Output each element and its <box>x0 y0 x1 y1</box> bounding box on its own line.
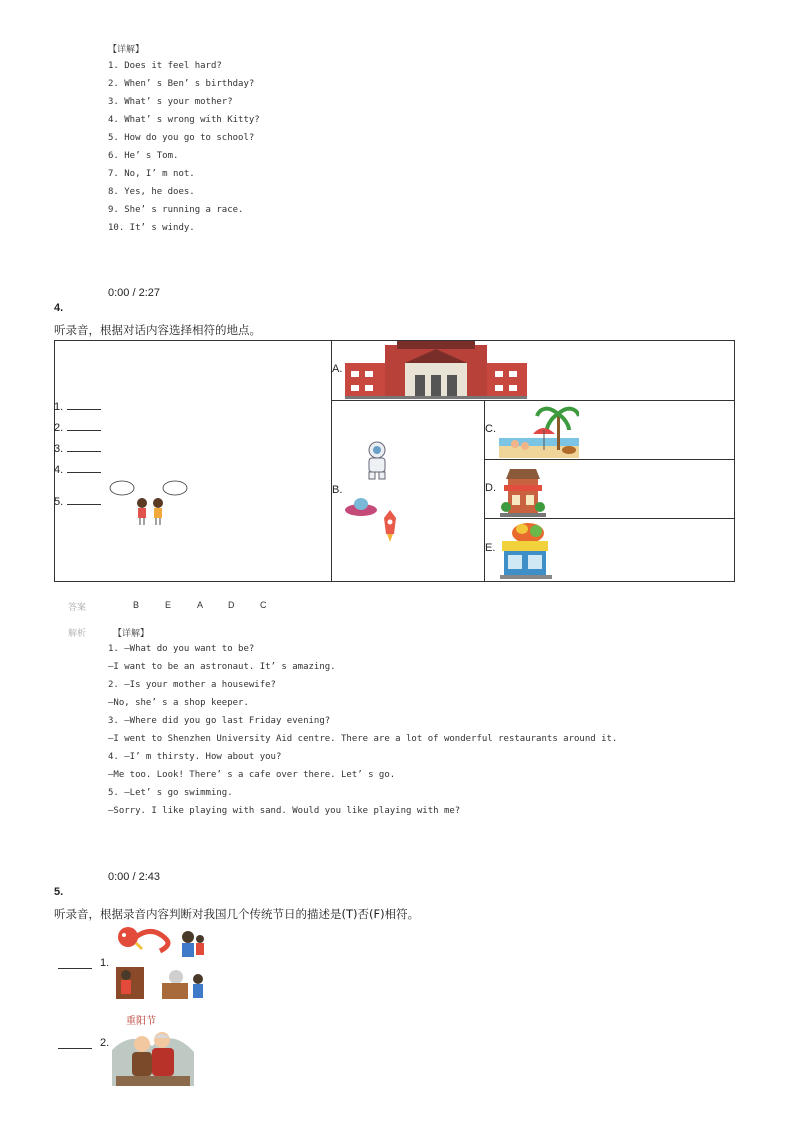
blank-item-1[interactable]: 1. <box>54 401 101 413</box>
detail-line: —I went to Shenzhen University Aid centre. There are a lot of wonderful restaurants around it. <box>108 734 618 744</box>
restaurant-image <box>498 519 554 581</box>
answer-label: 答案 <box>68 603 87 613</box>
detail-line: —I want to be an astronaut. It’ s amazing. <box>108 662 336 672</box>
option-label-d: D. <box>485 482 496 494</box>
audio-time-q4[interactable]: 0:00 / 2:27 <box>108 287 160 299</box>
detail-heading: 【详解】 <box>113 629 150 639</box>
detail-line: 3. —Where did you go last Friday evening? <box>108 716 331 726</box>
detail-line: 4. —I’ m thirsty. How about you? <box>108 752 282 762</box>
beach-image <box>499 400 579 458</box>
audio-time-q5[interactable]: 0:00 / 2:43 <box>108 871 160 883</box>
detail-line: 1. Does it feel hard? <box>108 61 222 71</box>
detail-line: —No, she’ s a shop keeper. <box>108 698 249 708</box>
detail-line: 7. No, I’ m not. <box>108 169 195 179</box>
detail-line: 1. —What do you want to be? <box>108 644 255 654</box>
astronaut-space-image <box>344 440 399 545</box>
detail-line: 4. What’ s wrong with Kitty? <box>108 115 260 125</box>
tf-answer-blank-2[interactable] <box>58 1048 92 1049</box>
blank-item-5[interactable]: 5. <box>54 496 101 508</box>
detail-line: 5. —Let’ s go swimming. <box>108 788 233 798</box>
detail-line: 10. It’ s windy. <box>108 223 195 233</box>
answer-letter: B <box>133 600 140 610</box>
detail-line: 2. —Is your mother a housewife? <box>108 680 276 690</box>
blank-item-3[interactable]: 3. <box>54 443 101 455</box>
blank-item-2[interactable]: 2. <box>54 422 101 434</box>
university-building-image <box>345 341 527 399</box>
instruction-q5: 听录音，根据录音内容判断对我国几个传统节日的描述是(T)否(F)相符。 <box>54 907 420 921</box>
detail-line: —Me too. Look! There’ s a cafe over there. Let’ s go. <box>108 770 396 780</box>
cafe-image <box>500 461 546 517</box>
option-label-b: B. <box>332 484 343 496</box>
detail-line: 5. How do you go to school? <box>108 133 255 143</box>
tf-answer-blank-1[interactable] <box>58 968 92 969</box>
festival-name-text: 重阳节 <box>126 1016 156 1027</box>
option-label-a: A. <box>332 363 343 375</box>
detail-line: 2. When’ s Ben’ s birthday? <box>108 79 255 89</box>
question-number-q5: 5. <box>54 886 64 898</box>
analysis-label: 解析 <box>68 629 87 639</box>
answer-letter: A <box>197 600 204 610</box>
detail-line: 8. Yes, he does. <box>108 187 195 197</box>
detail-line: 9. She’ s running a race. <box>108 205 244 215</box>
blank-item-4[interactable]: 4. <box>54 464 101 476</box>
instruction-q4: 听录音，根据对话内容选择相符的地点。 <box>54 323 261 337</box>
question-number-q4: 4. <box>54 302 64 314</box>
double-ninth-festival-image <box>112 1010 194 1086</box>
detail-line: —Sorry. I like playing with sand. Would you like playing with me? <box>108 806 461 816</box>
detail-line: 6. He’ s Tom. <box>108 151 179 161</box>
option-label-c: C. <box>485 423 496 435</box>
kids-talking-image <box>108 478 190 528</box>
tf-item-number-1: 1. <box>100 957 110 969</box>
option-label-e: E. <box>485 542 496 554</box>
answer-letter: D <box>228 600 235 610</box>
tf-item-number-2: 2. <box>100 1037 110 1049</box>
detail-line: 3. What’ s your mother? <box>108 97 233 107</box>
answer-letter: C <box>260 600 267 610</box>
spring-festival-image <box>112 925 210 1005</box>
answer-letter: E <box>165 600 172 610</box>
detail-heading: 【详解】 <box>108 45 145 55</box>
